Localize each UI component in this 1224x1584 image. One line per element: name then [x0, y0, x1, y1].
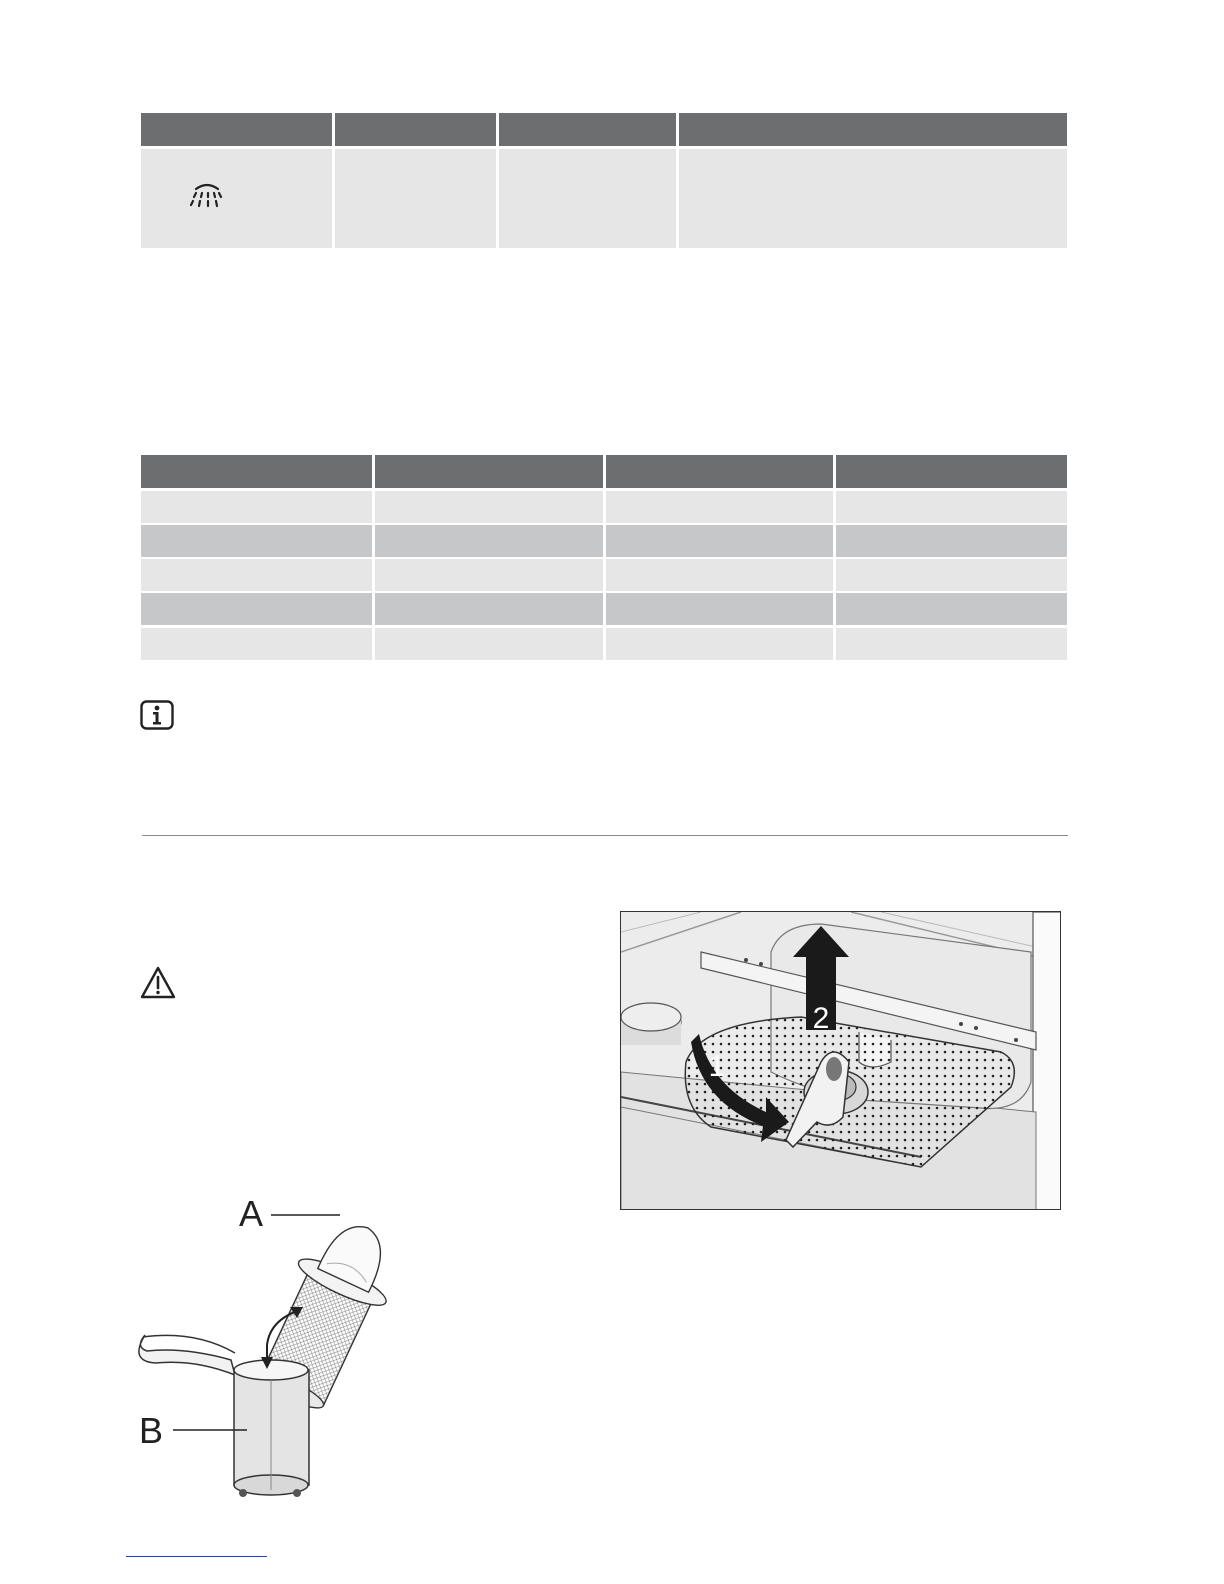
table-row	[606, 628, 833, 660]
table-cell	[335, 149, 496, 248]
table-header-cell	[499, 113, 676, 146]
table-row	[606, 525, 833, 557]
table-row	[141, 559, 372, 591]
filter-parts-illustration	[135, 1175, 435, 1505]
filter-label-a: A	[239, 1193, 264, 1234]
table-header-cell	[375, 455, 603, 488]
table-row	[141, 525, 372, 557]
info-icon	[140, 700, 174, 730]
section-divider	[142, 835, 1068, 836]
step-label-1: 1	[708, 1050, 726, 1083]
table-row	[375, 559, 603, 591]
table-header-cell	[606, 455, 833, 488]
table-row	[836, 593, 1067, 625]
table-header-cell	[836, 455, 1067, 488]
table-cell	[499, 149, 676, 248]
table-row	[606, 593, 833, 625]
table-header-cell	[335, 113, 496, 146]
table-cell	[141, 149, 332, 248]
table-row	[141, 593, 372, 625]
footer-link-underline[interactable]	[126, 1556, 267, 1557]
table-row	[141, 628, 372, 660]
table-row	[606, 559, 833, 591]
filter-label-b: B	[139, 1410, 164, 1451]
table-header-cell	[141, 455, 372, 488]
step-label-2: 2	[812, 1002, 830, 1035]
table-row	[836, 559, 1067, 591]
table-row	[375, 491, 603, 523]
warning-triangle-icon	[140, 966, 176, 1000]
table-row	[375, 525, 603, 557]
table-header-cell	[679, 113, 1067, 146]
table-row	[836, 491, 1067, 523]
dishwasher-filter-illustration	[620, 911, 1061, 1210]
table-row	[141, 491, 372, 523]
table-row	[375, 593, 603, 625]
rinse-spray-icon	[187, 181, 227, 215]
table-row	[606, 491, 833, 523]
table-row	[836, 525, 1067, 557]
table-cell	[679, 149, 1067, 248]
table-row	[375, 628, 603, 660]
table-row	[836, 628, 1067, 660]
table-header-cell	[141, 113, 332, 146]
